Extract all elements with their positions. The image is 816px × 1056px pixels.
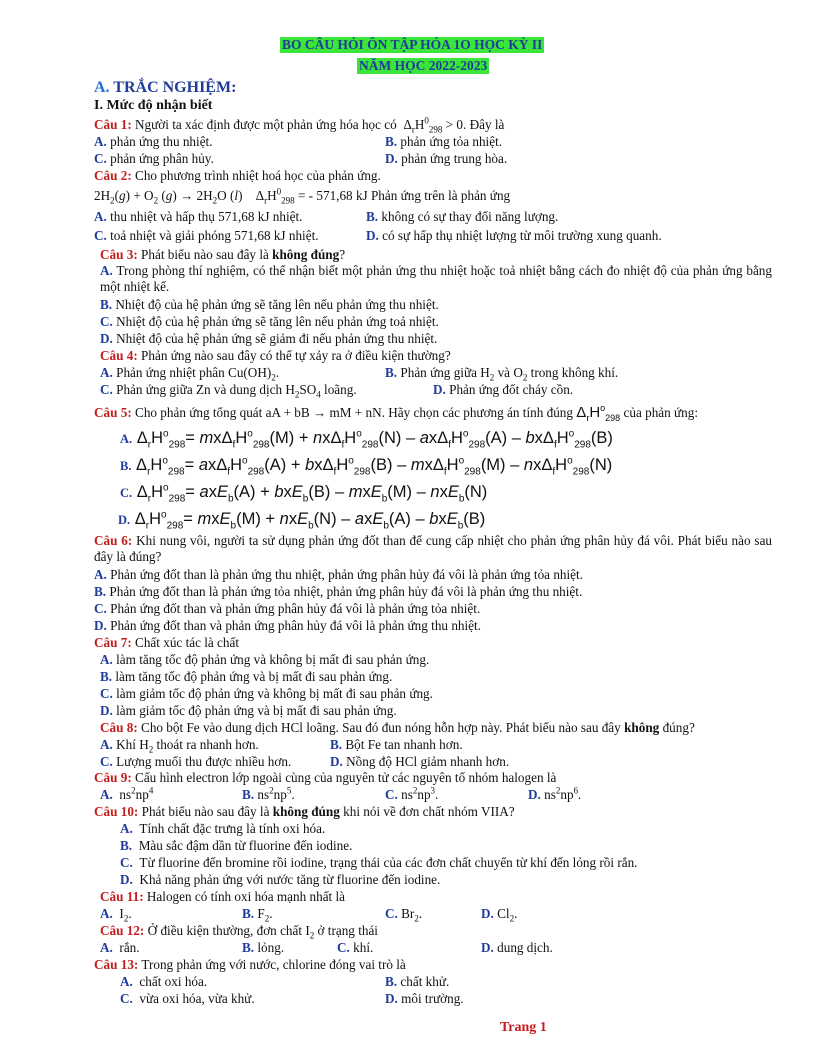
q7-option-a: A. làm tăng tốc độ phản ứng và không bị mất đi sau phản ứng. xyxy=(100,652,430,667)
question-4: Câu 4: Phản ứng nào sau đây có thể tự xảy ra ở điều kiện thường? xyxy=(100,348,451,363)
q11-option-d: D. $Cl_2$. xyxy=(481,906,518,924)
q6-option-a: A. Phản ứng đốt than là phản ứng thu nhiệt, phản ứng phân hủy đá vôi là phản ứng tỏa nhiệt. xyxy=(94,567,583,582)
q12-option-c: C. khí. xyxy=(337,940,374,955)
question-2: Câu 2: Cho phương trình nhiệt hoá học của phản ứng. xyxy=(94,168,381,183)
q4-option-b: B. Phản ứng giữa $H_2$ và $O_2$ trong không khí. xyxy=(385,365,619,383)
q8-option-b: B. Bột Fe tan nhanh hơn. xyxy=(330,737,463,752)
q10-option-d: D. Khả năng phản ứng với nước tăng từ fluorine đến iodine. xyxy=(120,872,441,887)
q4-option-a: A. Phản ứng nhiệt phân $Cu(OH)_2$. xyxy=(100,365,280,383)
q3-option-c: C. Nhiệt độ của hệ phản ứng sẽ tăng lên nếu phản ứng toả nhiệt. xyxy=(100,314,439,329)
q5-option-b: B. $\Delta_rH^o_{298}= ax\Delta_fH^o_{298}(A) + bx\Delta_fH^o_{298}(B) - mx\Delta_fH^o_{298}(M) - nx\Delta_fH^o_{298}(N)$ xyxy=(120,455,613,478)
q8-option-a: A. Khí $H_2$ thoát ra nhanh hơn. xyxy=(100,737,259,755)
q9-option-d: D. $ns^2np^6$. xyxy=(528,785,582,802)
q8-option-c: C. Lượng muối thu được nhiều hơn. xyxy=(100,754,292,769)
q3-option-a: A. Trong phòng thí nghiệm, có thể nhận biết một phản ứng thu nhiệt hoặc toả nhiệt bằng cách đo nhiệt độ của phản ứng bằng một nhiệt kế. xyxy=(100,263,772,295)
q12-option-d: D. dung dịch. xyxy=(481,940,553,955)
question-5: Câu 5: Cho phản ứng tổng quát aA + bB → mM + nN. Hãy chọn các phương án tính đúng $\Delta_rH^o_{298}$ của phản ứng: xyxy=(94,403,699,423)
q6-option-b: B. Phản ứng đốt than là phản ứng tỏa nhiệt, phản ứng phân hủy đá vôi là phản ứng thu nhiệt. xyxy=(94,584,583,599)
doc-title: BO CÂU HỎI ÔN TẬP HÓA 1O HỌC KỲ II xyxy=(282,37,543,52)
q2-option-a: A. thu nhiệt và hấp thụ 571,68 kJ nhiệt. xyxy=(94,209,303,224)
question-8: Câu 8: Cho bột Fe vào dung dịch HCl loãng. Sau đó đun nóng hỗn hợp này. Phát biểu nào sau đây không đúng? xyxy=(100,720,695,735)
question-7: Câu 7: Chất xúc tác là chất xyxy=(94,635,240,650)
question-10: Câu 10: Phát biểu nào sau đây là không đúng khi nói về đơn chất nhóm VIIA? xyxy=(94,804,515,819)
q1-option-c: C. phản ứng phân hủy. xyxy=(94,151,214,166)
q8-option-d: D. Nồng độ HCl giảm nhanh hơn. xyxy=(330,754,510,769)
q10-option-c: C. Từ fluorine đến bromine rồi iodine, trạng thái của các đơn chất chuyển từ khí đến lỏng rồi rắn. xyxy=(120,855,638,870)
q2-option-d: D. có sự hấp thụ nhiệt lượng từ môi trường xung quanh. xyxy=(366,228,662,243)
question-3: Câu 3: Phát biểu nào sau đây là không đúng? xyxy=(100,247,346,262)
q11-option-c: C. $Br_2$. xyxy=(385,906,423,924)
q11-option-b: B. $F_2$. xyxy=(242,906,273,924)
q11-option-a: A. $I_2$. xyxy=(100,906,132,924)
q13-option-b: B. chất khử. xyxy=(385,974,450,989)
q3-option-b: B. Nhiệt độ của hệ phản ứng sẽ tăng lên nếu phản ứng thu nhiệt. xyxy=(100,297,439,312)
q7-option-d: D. làm giảm tốc độ phản ứng và bị mất đi sau phản ứng. xyxy=(100,703,397,718)
q7-option-c: C. làm giảm tốc độ phản ứng và không bị mất đi sau phản ứng. xyxy=(100,686,433,701)
q5-option-a: A. $\Delta_rH^o_{298}= mx\Delta_fH^o_{298}(M) + nx\Delta_fH^o_{298}(N) - ax\Delta_fH^o_{298}(A) - bx\Delta_fH^o_{298}(B)$ xyxy=(120,428,613,451)
q6-option-c: C. Phản ứng đốt than và phản ứng phân hủy đá vôi là phản ứng tỏa nhiệt. xyxy=(94,601,481,616)
q3-option-d: D. Nhiệt độ của hệ phản ứng sẽ giảm đi nếu phản ứng thu nhiệt. xyxy=(100,331,438,346)
page-number: Trang 1 xyxy=(500,1020,547,1035)
q9-option-a: A. $ns^2np^4$ xyxy=(100,785,154,802)
q7-option-b: B. làm tăng tốc độ phản ứng và bị mất đi sau phản ứng. xyxy=(100,669,393,684)
q2-option-c: C. toả nhiệt và giải phóng 571,68 kJ nhiệt. xyxy=(94,228,319,243)
q6-option-d: D. Phản ứng đốt than và phản ứng phân hủy đá vôi là phản ứng thu nhiệt. xyxy=(94,618,481,633)
question-6: Câu 6: Khi nung vôi, người ta sử dụng phản ứng đốt than để cung cấp nhiệt cho phản ứng phân hủy đá vôi. Phát biểu nào sau đây là đúng? xyxy=(94,533,773,565)
q5-option-d: D. $\Delta_rH^o_{298}= mxE_b(M) + nxE_b(N) - axE_b(A) - bxE_b(B)$ xyxy=(118,509,486,532)
q2-option-b: B. không có sự thay đổi năng lượng. xyxy=(366,209,559,224)
q1-option-a: A. phản ứng thu nhiệt. xyxy=(94,134,213,149)
question-12: Câu 12: Ở điều kiện thường, đơn chất $I_2$ ở trạng thái xyxy=(100,923,378,941)
q13-option-c: C. vừa oxi hóa, vừa khử. xyxy=(120,991,255,1006)
question-13: Câu 13: Trong phản ứng với nước, chlorine đóng vai trò là xyxy=(94,957,406,972)
q2-equation: $2H_2(g) + O_2$ $(g) \to 2H_2O$ (l) $\Delta_rH^0_{298}$ = - 571,68 kJ Phản ứng trên là phản ứng xyxy=(94,186,511,206)
doc-year: NĂM HỌC 2022-2023 xyxy=(359,58,488,73)
level-heading: I. Mức độ nhận biết xyxy=(94,98,213,113)
q10-option-a: A. Tính chất đặc trưng là tính oxi hóa. xyxy=(120,821,326,836)
question-9: Câu 9: Cấu hình electron lớp ngoài cùng của nguyên tử các nguyên tố nhóm halogen là xyxy=(94,770,557,785)
question-1: Câu 1: Người ta xác định được một phản ứng hóa học có $\Delta_rH^0_{298} > 0$. Đây là xyxy=(94,115,505,135)
question-11: Câu 11: Halogen có tính oxi hóa mạnh nhất là xyxy=(100,889,346,904)
q10-option-b: B. Màu sắc đậm dần từ fluorine đến iodine. xyxy=(120,838,353,853)
q4-option-c: C. Phản ứng giữa Zn và dung dịch $H_2SO_4$ loãng. xyxy=(100,382,357,400)
q13-option-a: A. chất oxi hóa. xyxy=(120,974,208,989)
section-heading: A. TRẮC NGHIỆM: xyxy=(94,79,237,96)
q5-option-c: C. $\Delta_rH^o_{298}= axE_b(A) + bxE_b(B) - mxE_b(M) - nxE_b(N)$ xyxy=(120,482,488,505)
q4-option-d: D. Phản ứng đốt cháy cồn. xyxy=(433,382,574,397)
q1-option-b: B. phản ứng tỏa nhiệt. xyxy=(385,134,503,149)
q9-option-b: B. $ns^2np^5$. xyxy=(242,785,295,802)
q12-option-a: A. rắn. xyxy=(100,940,140,955)
q1-option-d: D. phản ứng trung hòa. xyxy=(385,151,508,166)
q12-option-b: B. lỏng. xyxy=(242,940,285,955)
q13-option-d: D. môi trường. xyxy=(385,991,464,1006)
q9-option-c: C. $ns^2np^3$. xyxy=(385,785,439,802)
